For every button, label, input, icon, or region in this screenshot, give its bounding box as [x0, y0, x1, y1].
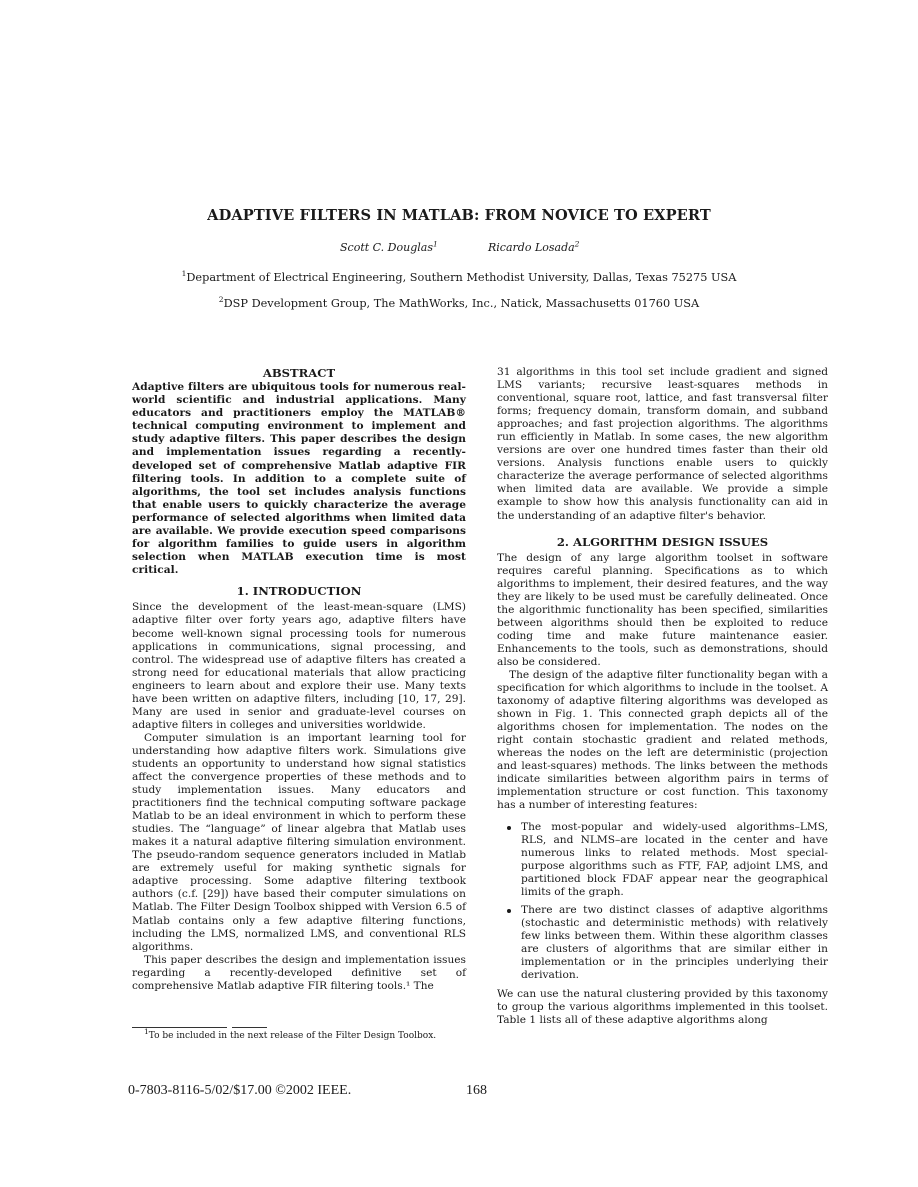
footnote-mark: 1	[144, 1027, 149, 1036]
design-paragraph-2: The design of the adaptive filter functionality began with a specification for which algorithms to include in the toolset. A taxonomy of adaptive filtering algorithms was developed as shown in Fig. 1. This connected graph depicts all of the algorithms chosen for implementation. The nodes on the right contain stochastic gradient and related methods, whereas the nodes on the left are deterministic (projection and least-squares) methods. The links between the methods indicate similarities between algorithm pairs in terms of implementation structure or cost function. This taxonomy has a number of interesting features:	[497, 668, 828, 812]
abstract-text: Adaptive filters are ubiquitous tools for numerous real-world scientific and industrial applications. Many educators and practitioners employ the MATLAB® technical computing environment to implement and study adaptive filters. This paper describes the design and implementation issues regarding a recently-developed set of comprehensive Matlab adaptive FIR filtering tools. In addition to a complete suite of algorithms, the tool set includes analysis functions that enable users to quickly characterize the average performance of selected algorithms when limited data are available. We provide execution speed comparisons for algorithm families to guide users in algorithm selection when MATLAB execution time is most critical.	[132, 381, 466, 577]
section-1-heading: 1. INTRODUCTION	[236, 584, 362, 599]
design-paragraph-closing: We can use the natural clustering provided by this taxonomy to group the various algorithms implemented in this toolset. Table 1 lists all of these adaptive algorithms along	[497, 988, 828, 1027]
copyright-footer: 0-7803-8116-5/02/$17.00 ©2002 IEEE.	[128, 1083, 352, 1098]
intro-paragraph-1: Since the development of the least-mean-square (LMS) adaptive filter over forty years ago, adaptive filters have become well-known signal processing tools for numerous applications in communications, signal processing, and control. The widespread use of adaptive filters has created a strong need for educational materials that allow practicing engineers to learn about and explore their use. Many texts have been written on adaptive filters, including [10, 17, 29]. Many are used in senior and graduate-level courses on adaptive filters in colleges and universities worldwide.	[132, 601, 466, 731]
feature-item: The most-popular and widely-used algorithms–LMS, RLS, and NLMS–are located in the center and have numerous links to related methods. Most special-purpose algorithms such as FTF, FAP, adjoint LMS, and partitioned block FDAF appear near the geographical limits of the graph.	[521, 820, 828, 898]
feature-list	[497, 821, 828, 983]
footnote-rule-segment	[232, 1027, 267, 1028]
author-2: Ricardo Losada$^2$	[488, 239, 580, 254]
footnote-text: To be included in the next release of the Filter Design Toolbox.	[148, 1031, 437, 1041]
section-2-heading: 2. ALGORITHM DESIGN ISSUES	[556, 534, 769, 549]
page-number: 168	[466, 1083, 487, 1098]
intro-paragraph-3: This paper describes the design and implementation issues regarding a recently-developed definitive set of comprehensive Matlab adaptive FIR filtering tools.¹ The	[132, 953, 466, 992]
abstract-continuation: 31 algorithms in this tool set include gradient and signed LMS variants; recursive least-squares methods in conventional, square root, lattice, and fast transversal filter forms; frequency domain, transform domain, and subband approaches; and fast projection algorithms. The algorithms run efficiently in Matlab. In some cases, the new algorithm versions are over one hundred times faster than their old versions. Analysis functions enable users to quickly characterize the average performance of selected algorithms when limited data are available. We provide a simple example to show how this analysis functionality can aid in the understanding of an adaptive filter's behavior.	[497, 366, 828, 522]
paper-title: ADAPTIVE FILTERS IN MATLAB: FROM NOVICE TO EXPERT	[207, 207, 711, 224]
intro-paragraph-2: Computer simulation is an important learning tool for understanding how adaptive filters work. Simulations give students an opportunity to understand how signal statistics affect the convergence properties of these methods and to study implementation issues. Many educators and practitioners find the technical computing software package Matlab to be an ideal environment in which to perform these studies. The “language” of linear algebra that Matlab uses makes it a natural adaptive filtering simulation environment. The pseudo-random sequence generators included in Matlab are extremely useful for making synthetic signals for adaptive processing. Some adaptive filtering textbook authors (c.f. [29]) have based their computer simulations on Matlab. The Filter Design Toolbox shipped with Version 6.5 of Matlab contains only a few adaptive filtering functions, including the LMS, normalized LMS, and conventional RLS algorithms.	[132, 731, 466, 953]
abstract-heading: ABSTRACT	[262, 366, 336, 380]
author-1: Scott C. Douglas$^1$	[340, 239, 438, 254]
design-paragraph-1: The design of any large algorithm toolset in software requires careful planning. Specifications as to which algorithms to implement, their desired features, and the way they are likely to be used must be carefully delineated. Once the algorithmic functionality has been specified, similarities between algorithms should then be exploited to reduce coding time and make future maintenance easier. Enhancements to the tools, such as demonstrations, should also be considered.	[497, 551, 828, 668]
affiliation-1: $^1$Department of Electrical Engineering, Southern Methodist University, Dallas, Texas 75275 USA	[181, 269, 737, 284]
affiliation-2: $^2$DSP Development Group, The MathWorks, Inc., Natick, Massachusetts 01760 USA	[218, 295, 700, 310]
left-column	[132, 366, 466, 993]
feature-item: There are two distinct classes of adaptive algorithms (stochastic and deterministic methods) with relatively few links between them. Within these algorithm classes are clusters of algorithms that are similar either in implementation or in the principles underlying their derivation.	[521, 903, 828, 982]
right-column	[497, 366, 828, 1027]
footnote	[132, 1027, 466, 1043]
